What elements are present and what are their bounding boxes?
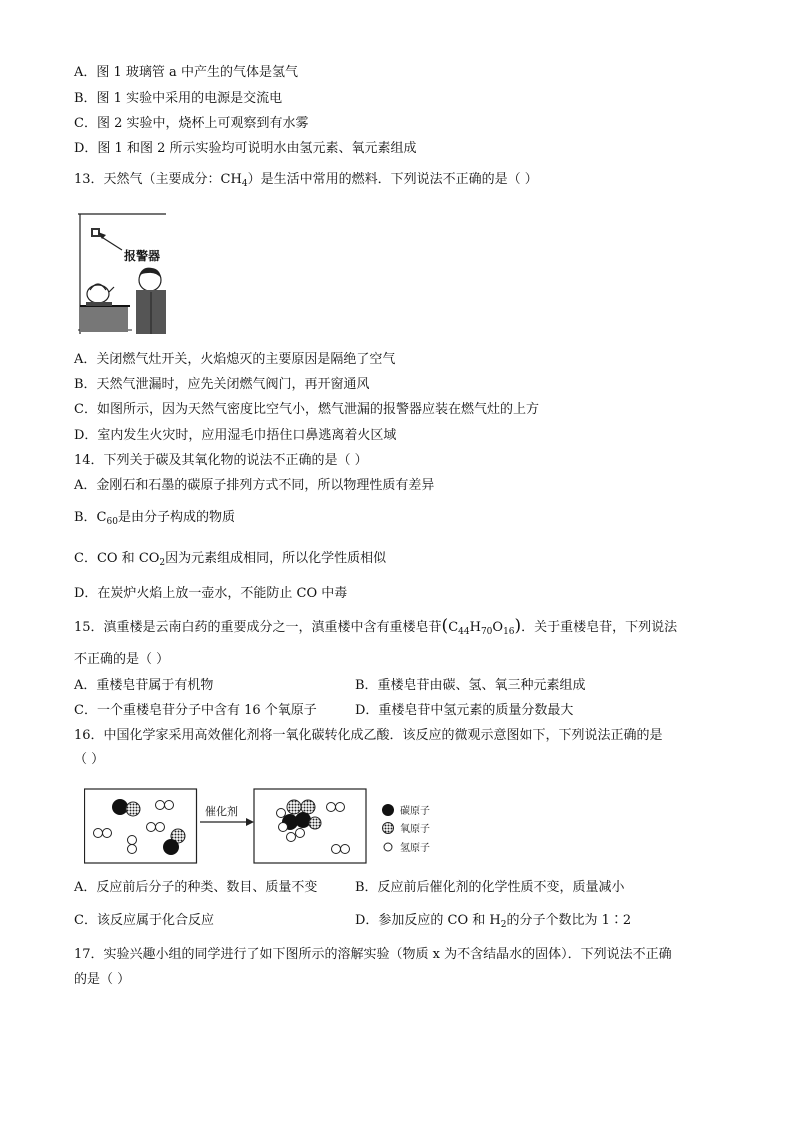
q16-stem-line2: （ ） xyxy=(74,752,105,767)
q14-stem: 14．下列关于碳及其氧化物的说法不正确的是（ ） xyxy=(74,453,368,468)
q15-option-a: A．重楼皂苷属于有机物 xyxy=(74,678,214,693)
q12-option-d: D．图 1 和图 2 所示实验均可说明水由氢元素、氧元素组成 xyxy=(74,141,417,156)
q16-stem: 16．中国化学家采用高效催化剂将一氧化碳转化成乙酸．该反应的微观示意图如下，下列说法正确的是 xyxy=(74,728,663,743)
q16-option-a: A．反应前后分子的种类、数目、质量不变 xyxy=(74,880,318,895)
figure-label-alarm: 报警器 xyxy=(124,249,161,263)
q15-option-b: B．重楼皂苷由碳、氢、氧三种元素组成 xyxy=(355,678,586,693)
kettle-icon xyxy=(86,284,114,306)
q12-option-b: B．图 1 实验中采用的电源是交流电 xyxy=(74,91,283,106)
q16-option-c: C．该反应属于化合反应 xyxy=(74,913,214,928)
legend xyxy=(382,804,430,854)
q13-option-d: D．室内发生火灾时，应用湿毛巾捂住口鼻逃离着火区域 xyxy=(74,428,397,443)
q13-option-b: B．天然气泄漏时，应先关闭燃气阀门，再开窗通风 xyxy=(74,377,370,392)
gas-alarm-figure xyxy=(78,210,166,334)
q13-stem: 13．天然气（主要成分：$CH_4$）是生活中常用的燃料．下列说法不正确的是（ ） xyxy=(74,172,538,189)
q15-option-d: D．重楼皂苷中氢元素的质量分数最大 xyxy=(355,703,574,718)
q12-option-c: C．图 2 实验中，烧杯上可观察到有水雾 xyxy=(74,116,309,131)
oxygen-atom-icon xyxy=(126,802,140,816)
legend-oxygen-label: 氧原子 xyxy=(400,824,430,835)
legend-hydrogen-icon xyxy=(384,843,392,851)
q14-option-d: D．在炭炉火焰上放一壶水，不能防止 CO 中毒 xyxy=(74,586,348,601)
q12-option-a: A．图 1 玻璃管 a 中产生的气体是氢气 xyxy=(74,65,298,80)
legend-carbon-icon xyxy=(382,804,394,816)
q14-option-b: B．$C_{60}$是由分子构成的物质 xyxy=(74,510,235,527)
q16-option-b: B．反应前后催化剂的化学性质不变，质量减小 xyxy=(355,880,625,895)
q17-stem-line2: 的是（ ） xyxy=(74,972,131,987)
q13-option-a: A．关闭燃气灶开关，火焰熄灭的主要原因是隔绝了空气 xyxy=(74,352,396,367)
reactants-box xyxy=(85,789,197,863)
carbon-atom-icon xyxy=(112,799,128,815)
legend-carbon-label: 碳原子 xyxy=(400,806,430,817)
q15-stem: 15．滇重楼是云南白药的重要成分之一，滇重楼中含有重楼皂苷$(C_{44}H_{70}O_{16})$．关于重楼皂苷，下列说法 xyxy=(74,616,678,637)
q13-option-c: C．如图所示，因为天然气密度比空气小，燃气泄漏的报警器应装在燃气灶的上方 xyxy=(74,402,539,417)
q15-stem-line2: 不正确的是（ ） xyxy=(74,652,170,667)
person-icon xyxy=(136,268,166,334)
legend-hydrogen-label: 氢原子 xyxy=(400,843,430,854)
reaction-micro-diagram xyxy=(84,785,444,865)
q16-option-d: D．参加反应的 CO 和 $H_2$的分子个数比为 1∶2 xyxy=(355,913,632,930)
q15-option-c: C．一个重楼皂苷分子中含有 16 个氧原子 xyxy=(74,703,317,718)
q17-stem: 17．实验兴趣小组的同学进行了如下图所示的溶解实验（物质 x 为不含结晶水的固体）．下列说法不正确 xyxy=(74,947,672,962)
legend-oxygen-icon xyxy=(383,823,394,834)
catalyst-label: 催化剂 xyxy=(205,805,238,818)
q14-option-a: A．金刚石和石墨的碳原子排列方式不同，所以物理性质有差异 xyxy=(74,478,435,493)
q14-option-c: C．CO 和 $CO_2$因为元素组成相同，所以化学性质相似 xyxy=(74,551,387,568)
